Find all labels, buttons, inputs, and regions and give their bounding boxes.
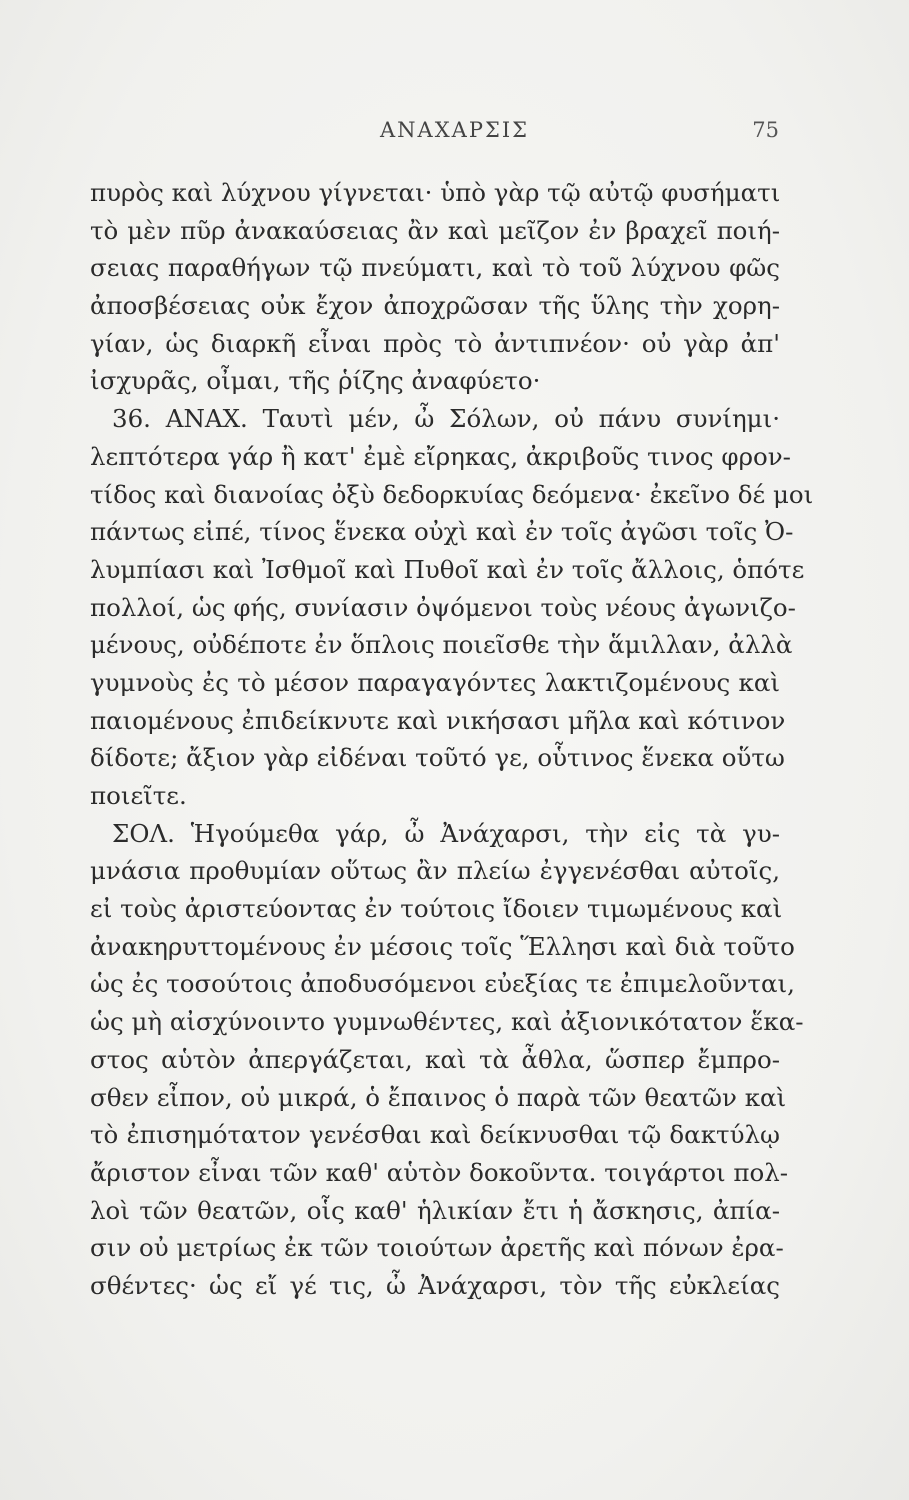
text-line: ἀποσβέσειας οὐκ ἔχον ἀποχρῶσαν τῆς ὕλης τὴν χορη- bbox=[90, 291, 780, 321]
text-line: τὸ ἐπισημότατον γενέσθαι καὶ δείκνυσθαι τῷ δακτύλῳ bbox=[90, 1120, 780, 1150]
text-line: εἰ τοὺς ἀριστεύοντας ἐν τούτοις ἴδοιεν τιμωμένους καὶ bbox=[90, 894, 783, 924]
text-line: πυρὸς καὶ λύχνου γίγνεται· ὑπὸ γὰρ τῷ αὐτῷ φυσήματι bbox=[90, 178, 781, 207]
text-line: γυμνοὺς ἐς τὸ μέσον παραγαγόντες λακτιζομένους καὶ bbox=[90, 667, 780, 697]
text-line: ὡς μὴ αἰσχύνοιντο γυμνωθέντες, καὶ ἀξιονικότατον ἕκα- bbox=[90, 1007, 804, 1037]
text-line: τὸ μὲν πῦρ ἀνακαύσειας ἂν καὶ μεῖζον ἐν βραχεῖ ποιή- bbox=[90, 215, 780, 245]
text-line: ΣΟΛ. Ἡγούμεθα γάρ, ὦ Ἀνάχαρσι, τὴν εἰς τὰ γυ- bbox=[112, 818, 780, 848]
page-number: 75 bbox=[752, 118, 779, 142]
text-line: μένους, οὐδέποτε ἐν ὅπλοις ποιεῖσθε τὴν ἅμιλλαν, ἀλλὰ bbox=[90, 630, 793, 660]
text-line: ποιεῖτε. bbox=[90, 781, 187, 810]
text-line: τίδος καὶ διανοίας ὀξὺ δεδορκυίας δεόμενα· ἐκεῖνο δέ μοι bbox=[90, 479, 814, 509]
text-line: ἰσχυρᾶς, οἶμαι, τῆς ῥίζης ἀναφύετο· bbox=[90, 366, 541, 396]
text-block bbox=[90, 174, 814, 1305]
text-line: παιομένους ἐπιδείκνυτε καὶ νικήσασι μῆλα καὶ κότινον bbox=[90, 705, 786, 735]
text-line: λοὶ τῶν θεατῶν, οἷς καθ' ἡλικίαν ἔτι ἡ ἄσκησις, ἀπία- bbox=[90, 1195, 780, 1225]
running-head bbox=[0, 118, 909, 158]
text-line: σθέντες· ὡς εἴ γέ τις, ὦ Ἀνάχαρσι, τὸν τῆς εὐκλείας bbox=[90, 1270, 780, 1300]
text-line: δίδοτε; ἄξιον γὰρ εἰδέναι τοῦτό γε, οὗτινος ἕνεκα οὕτω bbox=[90, 743, 785, 773]
text-line: σιν οὐ μετρίως ἐκ τῶν τοιούτων ἀρετῆς καὶ πόνων ἐρα- bbox=[90, 1233, 784, 1263]
text-line: 36. ΑΝΑΧ. Ταυτὶ μέν, ὦ Σόλων, οὐ πάνυ συνίημι· bbox=[112, 404, 780, 434]
text-line: πάντως εἰπέ, τίνος ἕνεκα οὐχὶ καὶ ἐν τοῖς ἀγῶσι τοῖς Ὀ- bbox=[90, 517, 794, 547]
text-line: ἄριστον εἶναι τῶν καθ' αὑτὸν δοκοῦντα. τοιγάρτοι πολ- bbox=[90, 1157, 789, 1187]
text-line: λεπτότερα γάρ ἢ κατ' ἐμὲ εἴρηκας, ἀκριβοῦς τινος φρον- bbox=[90, 441, 791, 471]
text-line: ἀνακηρυττομένους ἐν μέσοις τοῖς Ἕλλησι καὶ διὰ τοῦτο bbox=[90, 931, 795, 961]
running-title: ΑΝΑΧΑΡΣΙΣ bbox=[380, 118, 529, 142]
text-line: ὡς ἐς τοσούτοις ἀποδυσόμενοι εὐεξίας τε ἐπιμελοῦνται, bbox=[90, 969, 795, 999]
text-line: μνάσια προθυμίαν οὕτως ἂν πλείω ἐγγενέσθαι αὐτοῖς, bbox=[90, 856, 780, 886]
text-line: γίαν, ὡς διαρκῆ εἶναι πρὸς τὸ ἀντιπνέον· οὐ γὰρ ἀπ' bbox=[90, 328, 780, 358]
text-line: σειας παραθήγων τῷ πνεύματι, καὶ τὸ τοῦ λύχνου φῶς bbox=[90, 253, 780, 283]
text-line: πολλοί, ὡς φής, συνίασιν ὀψόμενοι τοὺς νέους ἀγωνιζο- bbox=[90, 592, 796, 622]
text-line: λυμπίασι καὶ Ἰσθμοῖ καὶ Πυθοῖ καὶ ἐν τοῖς ἄλλοις, ὁπότε bbox=[90, 554, 805, 584]
text-line: σθεν εἶπον, οὐ μικρά, ὁ ἔπαινος ὁ παρὰ τῶν θεατῶν καὶ bbox=[90, 1082, 787, 1112]
text-line: στος αὑτὸν ἀπεργάζεται, καὶ τὰ ἆθλα, ὥσπερ ἔμπρο- bbox=[90, 1044, 780, 1074]
